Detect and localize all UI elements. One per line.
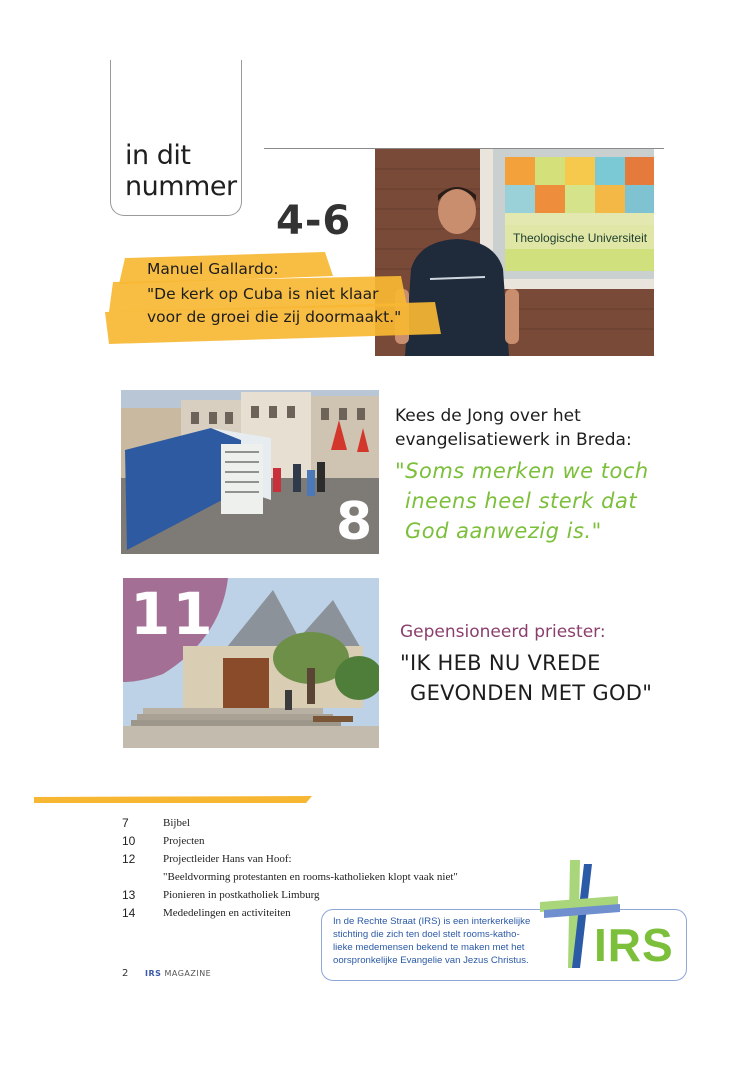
feature2-lead <box>395 404 632 452</box>
page-title <box>125 140 237 202</box>
feature3-quote-line2: GEVONDEN MET GOD" <box>410 681 653 705</box>
page-title-line2: nummer <box>125 171 237 202</box>
irs-description-line4: oorspronkelijke Evangelie van Jezus Christus. <box>333 955 529 966</box>
irs-logo: IRS <box>594 919 674 971</box>
feature3-quote-line1: "IK HEB NU VREDE <box>400 651 601 675</box>
irs-description <box>333 915 558 967</box>
feature2-quote <box>395 456 649 546</box>
page-title-line1: in dit <box>125 140 191 171</box>
feature1-quote-line1: "De kerk op Cuba is niet klaar <box>147 285 379 303</box>
toc-item-label: Projectleider Hans van Hoof: <box>163 853 292 865</box>
feature3-quote <box>400 648 652 708</box>
toc-page-number: 12 <box>122 852 136 866</box>
feature2-page-number: 8 <box>336 492 373 552</box>
irs-description-line1: In de Rechte Straat (IRS) is een interkerkelijke <box>333 916 531 927</box>
feature1-name: Manuel Gallardo: <box>147 260 279 278</box>
toc-item-subtitle: "Beeldvorming protestanten en rooms-katholieken klopt vaak niet" <box>163 871 458 883</box>
feature1-quote-line2: voor de groei die zij doormaakt." <box>147 308 402 326</box>
page-number: 2 <box>122 968 129 979</box>
feature2-quote-line3: God aanwezig is." <box>405 519 602 543</box>
magazine-label: MAGAZINE <box>164 969 212 978</box>
feature3-lead: Gepensioneerd priester: <box>400 622 606 642</box>
toc-item-label: Projecten <box>163 835 205 847</box>
feature2-quote-line2: ineens heel sterk dat <box>405 489 638 513</box>
contents-divider-bar <box>34 796 312 803</box>
feature2-quote-line1: "Soms merken we toch <box>395 459 649 483</box>
toc-item-label: Pionieren in postkatholiek Limburg <box>163 889 320 901</box>
svg-text:Theologische Universiteit: Theologische Universiteit <box>513 231 648 245</box>
toc-page-number: 7 <box>122 816 129 830</box>
magazine-brand: IRS <box>145 969 162 978</box>
feature2-lead-line1: Kees de Jong over het <box>395 406 581 426</box>
feature1-page-number: 4-6 <box>276 198 352 244</box>
irs-description-line2: stichting die zich ten doel stelt rooms-katho- <box>333 929 520 940</box>
toc-item-label: Mededelingen en activiteiten <box>163 907 291 919</box>
magazine-name <box>145 969 211 978</box>
feature1-quote <box>147 283 401 329</box>
toc-page-number: 13 <box>122 888 136 902</box>
toc-page-number: 14 <box>122 906 136 920</box>
irs-description-line3: lieke medemensen bekend te maken met het <box>333 942 525 953</box>
feature3-page-number: 11 <box>130 580 215 648</box>
toc-page-number: 10 <box>122 834 136 848</box>
feature2-lead-line2: evangelisatiewerk in Breda: <box>395 430 632 450</box>
toc-item-label: Bijbel <box>163 817 190 829</box>
